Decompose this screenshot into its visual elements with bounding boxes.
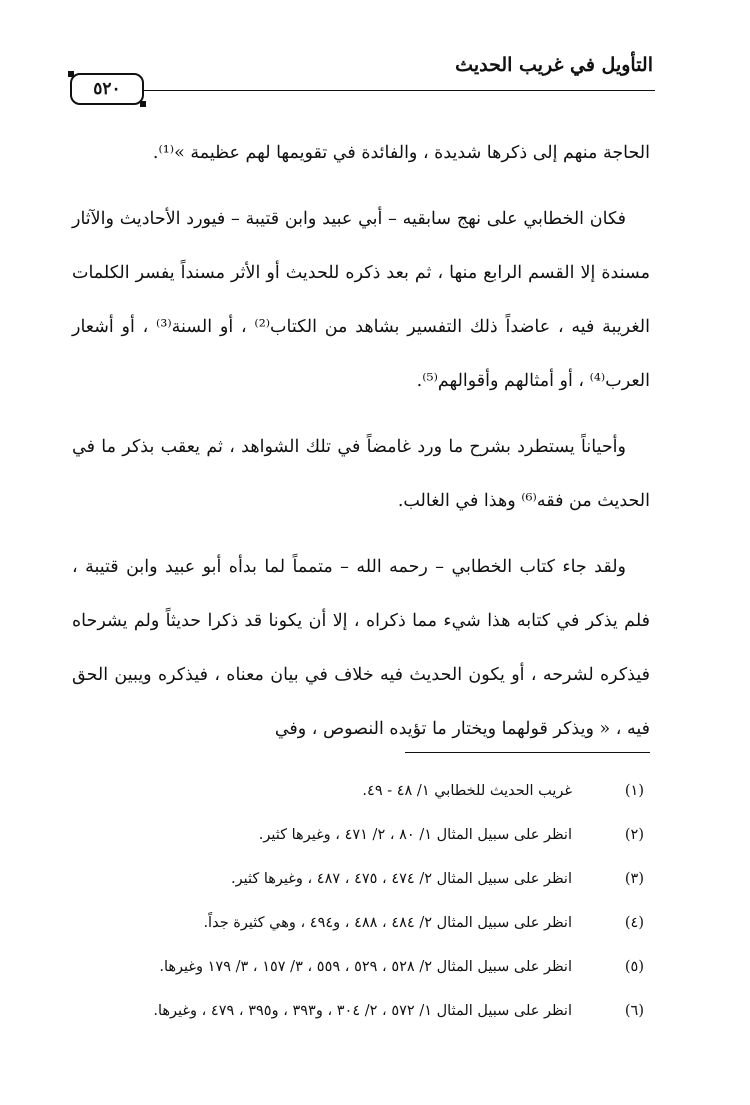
footnote: [100, 991, 650, 1035]
paragraph: الحاجة منهم إلى ذكرها شديدة ، والفائدة في تقويمها لهم عظيمة »⁽¹⁾.: [152, 143, 650, 163]
footnote-number: (٣): [624, 871, 644, 887]
footnote-number: (٥): [624, 959, 644, 975]
book-title: التأويل في غريب الحديث: [455, 54, 653, 76]
footnote-text: انظر على سبيل المثال ٢/ ٤٨٤ ، ٤٨٨ ، و٤٩٤ ، وهي كثيرة جداً.: [203, 915, 572, 931]
page-number: ٥٢٠: [70, 73, 144, 105]
footnote-text: انظر على سبيل المثال ٢/ ٤٧٤ ، ٤٧٥ ، ٤٨٧ ، وغيرها كثير.: [230, 871, 572, 887]
footnote: [100, 947, 650, 991]
footnote-number: (٤): [624, 915, 644, 931]
footnotes: [100, 771, 650, 1035]
footnote-number: (٦): [624, 1003, 644, 1019]
footnote: [100, 771, 650, 815]
footnote-text: انظر على سبيل المثال ١/ ٨٠ ، ٢/ ٤٧١ ، وغيرها كثير.: [258, 827, 572, 843]
paragraph: ولقد جاء كتاب الخطابي – رحمه الله – متمماً لما بدأه أبو عبيد وابن قتيبة ، فلم يذكر في كتابه هذا شيء مما ذكراه ، إلا أن يكونا قد ذكرا حديثاً ولم يشرحاه فيذكره لشرحه ، أو يكون الحديث فيه خلاف في بيان معناه ، فيذكره ويبين الحق فيه ، « ويذكر قولهما ويختار ما تؤيده النصوص ، وفي: [72, 557, 650, 739]
footnote-text: انظر على سبيل المثال ١/ ٥٧٢ ، ٢/ ٣٠٤ ، و٣٩٣ ، و٣٩٥ ، ٤٧٩ ، وغيرها.: [153, 1003, 572, 1019]
footnote-number: (٢): [624, 827, 644, 843]
header-rule: [142, 90, 655, 91]
footnote: [100, 859, 650, 903]
main-text: [72, 126, 650, 756]
footnote-text: غريب الحديث للخطابي ١/ ٤٨ - ٤٩.: [362, 783, 572, 799]
paragraph: فكان الخطابي على نهج سابقيه – أبي عبيد وابن قتيبة – فيورد الأحاديث والآثار مسندة إلا القسم الرابع منها ، ثم بعد ذكره للحديث أو الأثر مسنداً يفسر الكلمات الغريبة فيه ، عاضداً ذلك التفسير بشاهد من الكتاب⁽²⁾ ، أو السنة⁽³⁾ ، أو أشعار العرب⁽⁴⁾ ، أو أمثالهم وأقوالهم⁽⁵⁾.: [72, 209, 650, 391]
footnote: [100, 903, 650, 947]
paragraph: وأحياناً يستطرد بشرح ما ورد غامضاً في تلك الشواهد ، ثم يعقب بذكر ما في الحديث من فقه⁽⁶⁾ وهذا في الغالب.: [72, 437, 650, 511]
footnote-text: انظر على سبيل المثال ٢/ ٥٢٨ ، ٥٢٩ ، ٥٥٩ ، ٣/ ١٥٧ ، ٣/ ١٧٩ وغيرها.: [159, 959, 572, 975]
footnote: [100, 815, 650, 859]
footnote-separator: [405, 752, 650, 753]
footnote-number: (١): [624, 783, 644, 799]
running-header: [70, 52, 655, 102]
